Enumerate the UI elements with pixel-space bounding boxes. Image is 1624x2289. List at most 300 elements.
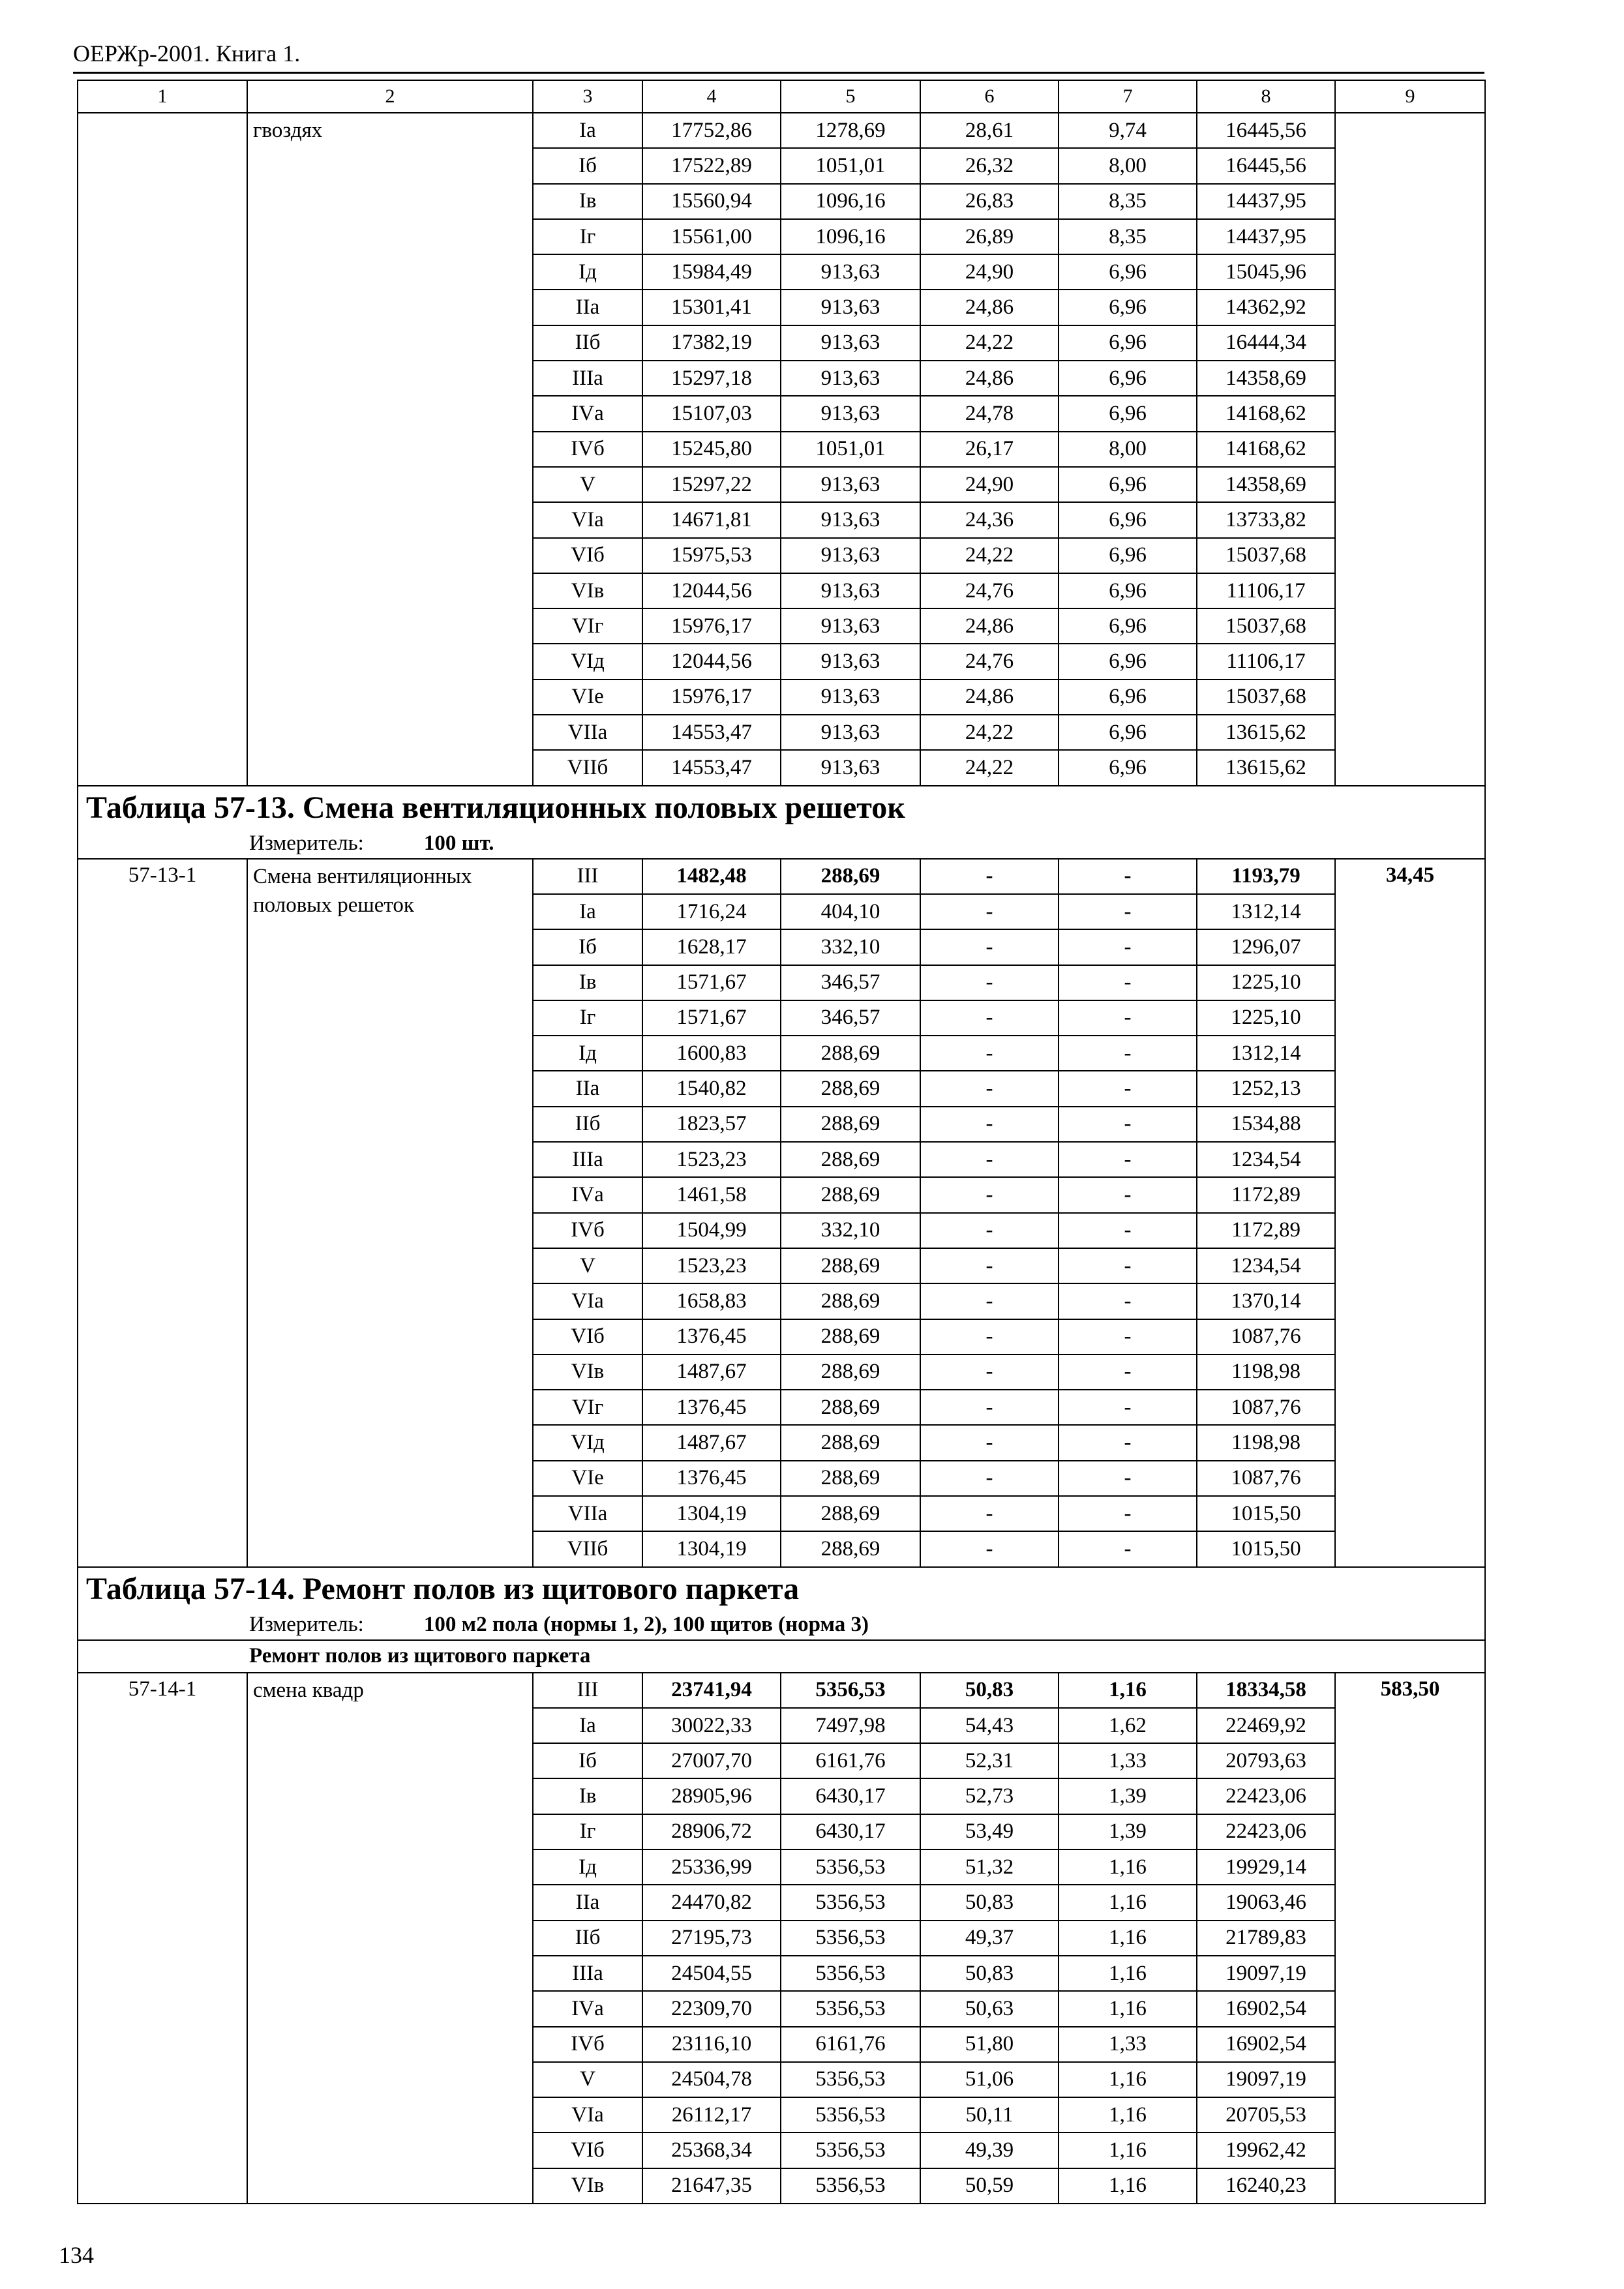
value-cell: 24,76 [920,573,1059,608]
column-number: 3 [533,80,642,113]
work-name: Смена вентиляционных половых решеток [247,859,533,1567]
value-cell: 16444,34 [1197,325,1335,361]
value-cell: - [1059,1248,1197,1283]
value-cell: - [920,1213,1059,1248]
zone-cell: IVа [533,1991,642,2026]
value-cell: 22423,06 [1197,1814,1335,1849]
value-cell: 52,31 [920,1743,1059,1778]
value-cell: 24,90 [920,254,1059,290]
value-cell: 6430,17 [781,1778,920,1814]
value-cell: 5356,53 [781,2097,920,2132]
value-cell: 26,89 [920,219,1059,254]
table-body [78,80,1485,2204]
value-cell: 6,96 [1059,361,1197,396]
value-cell: 21789,83 [1197,1921,1335,1956]
value-cell: 913,63 [781,467,920,502]
value-cell: 1198,98 [1197,1354,1335,1390]
zone-cell: VIе [533,680,642,715]
value-cell: - [920,1461,1059,1496]
value-cell: 24,90 [920,467,1059,502]
value-cell: 288,69 [781,1177,920,1212]
value-cell: - [920,1177,1059,1212]
value-cell: 11106,17 [1197,573,1335,608]
unit-label: Измеритель: [249,1613,364,1637]
value-cell: 913,63 [781,361,920,396]
value-cell: 1523,23 [642,1142,781,1177]
value-cell: 50,63 [920,1991,1059,2026]
zone-cell: Iд [533,254,642,290]
unit-label: Измеритель: [249,831,364,856]
value-cell: 26,17 [920,432,1059,467]
value-cell: 288,69 [781,859,920,894]
value-cell: 14671,81 [642,502,781,537]
value-cell: - [920,1000,1059,1036]
value-cell: 54,43 [920,1708,1059,1743]
zone-cell: VIа [533,502,642,537]
value-cell: 1,16 [1059,1921,1197,1956]
value-cell: 23116,10 [642,2027,781,2062]
value-cell: 346,57 [781,1000,920,1036]
value-cell: 288,69 [781,1283,920,1319]
value-cell: 15984,49 [642,254,781,290]
value-cell: 5356,53 [781,2132,920,2168]
value-cell: - [1059,1107,1197,1142]
zone-cell: VIе [533,1461,642,1496]
value-cell: 1,16 [1059,1885,1197,1920]
value-cell: 5356,53 [781,1921,920,1956]
value-cell: 6,96 [1059,254,1197,290]
value-cell: 1096,16 [781,219,920,254]
zone-cell: VIа [533,1283,642,1319]
table-row [78,1673,1485,1708]
value-cell: 913,63 [781,573,920,608]
value-cell: 1312,14 [1197,894,1335,929]
column-number: 8 [1197,80,1335,113]
value-cell: 1225,10 [1197,1000,1335,1036]
value-cell: 913,63 [781,502,920,537]
value-cell: 1051,01 [781,432,920,467]
zone-cell: IIа [533,1885,642,1920]
value-cell: 19097,19 [1197,2062,1335,2097]
value-cell: 6,96 [1059,608,1197,644]
value-cell: 1225,10 [1197,965,1335,1000]
value-cell: 1234,54 [1197,1248,1335,1283]
value-cell: 24,22 [920,750,1059,785]
value-cell: 6,96 [1059,680,1197,715]
zone-cell: VIб [533,2132,642,2168]
zone-cell: VIб [533,1319,642,1354]
subheading-row [78,1640,1485,1673]
value-cell: 913,63 [781,290,920,325]
value-cell: 25336,99 [642,1849,781,1885]
value-cell: 913,63 [781,750,920,785]
zone-cell: Iв [533,965,642,1000]
value-cell: 24504,55 [642,1956,781,1991]
value-cell: 288,69 [781,1107,920,1142]
zone-cell: VIв [533,1354,642,1390]
value-cell: - [920,1354,1059,1390]
zone-cell: VIг [533,1390,642,1425]
zone-cell: IVб [533,432,642,467]
value-cell: 24,86 [920,290,1059,325]
value-cell: 24470,82 [642,1885,781,1920]
value-cell: 1,16 [1059,2097,1197,2132]
value-cell: 19962,42 [1197,2132,1335,2168]
value-cell: 22469,92 [1197,1708,1335,1743]
page-number: 134 [59,2242,94,2268]
value-cell: - [920,929,1059,965]
value-cell: 51,80 [920,2027,1059,2062]
zone-cell: IIIа [533,361,642,396]
value-cell: 21647,35 [642,2168,781,2204]
value-cell: 26,32 [920,148,1059,183]
value-cell: - [920,1496,1059,1531]
value-cell: 16445,56 [1197,113,1335,148]
value-cell: 1087,76 [1197,1319,1335,1354]
value-cell: 14553,47 [642,715,781,750]
value-cell: 1304,19 [642,1531,781,1566]
unit-value: 100 м2 пола (нормы 1, 2), 100 щитов (норма 3) [423,1613,869,1637]
value-cell: 5356,53 [781,2168,920,2204]
value-cell: 14362,92 [1197,290,1335,325]
value-cell: 51,32 [920,1849,1059,1885]
value-cell: 50,83 [920,1673,1059,1708]
value-cell: 15561,00 [642,219,781,254]
zone-cell: V [533,2062,642,2097]
zone-cell: IIб [533,1107,642,1142]
work-name: смена квадр [247,1673,533,2204]
value-cell: 19097,19 [1197,1956,1335,1991]
value-cell: 1,16 [1059,1849,1197,1885]
value-cell: 1716,24 [642,894,781,929]
value-cell: 15976,17 [642,680,781,715]
zone-cell: VIIа [533,715,642,750]
value-cell: 50,83 [920,1885,1059,1920]
table-row [78,859,1485,894]
value-cell: 1482,48 [642,859,781,894]
value-cell: 5356,53 [781,2062,920,2097]
unit-cell [78,1611,1485,1640]
column-number: 4 [642,80,781,113]
column-number: 6 [920,80,1059,113]
value-cell: 6,96 [1059,573,1197,608]
value-cell: 1370,14 [1197,1283,1335,1319]
value-cell: 20793,63 [1197,1743,1335,1778]
value-cell: - [1059,859,1197,894]
zone-cell: IVа [533,396,642,431]
value-cell: 5356,53 [781,1991,920,2026]
zone-cell: IIа [533,1071,642,1106]
value-cell: 913,63 [781,680,920,715]
zone-cell: VIIа [533,1496,642,1531]
value-cell: 23741,94 [642,1673,781,1708]
value-cell: 1304,19 [642,1496,781,1531]
value-cell: 913,63 [781,254,920,290]
value-cell: 288,69 [781,1036,920,1071]
value-cell: - [1059,929,1197,965]
value-cell: 1087,76 [1197,1390,1335,1425]
value-cell: 22423,06 [1197,1778,1335,1814]
rate-code: 57-13-1 [78,859,247,1567]
value-cell: 6,96 [1059,750,1197,785]
value-cell: 12044,56 [642,644,781,679]
value-cell: 288,69 [781,1390,920,1425]
value-cell: - [920,1248,1059,1283]
zone-cell: Iа [533,894,642,929]
value-cell: 8,00 [1059,432,1197,467]
value-cell: - [920,1036,1059,1071]
value-cell: 50,83 [920,1956,1059,1991]
value-cell: 1278,69 [781,113,920,148]
value-cell: 1571,67 [642,965,781,1000]
value-cell: 14358,69 [1197,361,1335,396]
zone-cell: Iд [533,1036,642,1071]
zone-cell: Iд [533,1849,642,1885]
value-cell: 5356,53 [781,1956,920,1991]
value-cell: 288,69 [781,1496,920,1531]
value-cell: 13733,82 [1197,502,1335,537]
zone-cell: VIв [533,573,642,608]
value-cell: 20705,53 [1197,2097,1335,2132]
value-cell: 15037,68 [1197,608,1335,644]
value-cell: 404,10 [781,894,920,929]
zone-cell: Iг [533,1814,642,1849]
column-number: 2 [247,80,533,113]
value-cell: - [920,1425,1059,1460]
value-cell: 1628,17 [642,929,781,965]
value-cell: 1172,89 [1197,1177,1335,1212]
value-cell: 14437,95 [1197,184,1335,219]
value-cell: 1,33 [1059,1743,1197,1778]
value-cell: 913,63 [781,644,920,679]
value-cell: 1,16 [1059,2168,1197,2204]
table-title: Таблица 57-14. Ремонт полов из щитового паркета [78,1567,1485,1611]
value-cell: 8,35 [1059,219,1197,254]
value-cell: 14168,62 [1197,432,1335,467]
value-cell: 1823,57 [642,1107,781,1142]
value-cell: 332,10 [781,1213,920,1248]
value-cell: - [1059,1496,1197,1531]
value-cell: 14358,69 [1197,467,1335,502]
value-cell: 1540,82 [642,1071,781,1106]
value-cell: 15975,53 [642,538,781,573]
value-cell: 1198,98 [1197,1425,1335,1460]
extra-value [1335,113,1485,786]
value-cell: 7497,98 [781,1708,920,1743]
value-cell: 17752,86 [642,113,781,148]
value-cell: 288,69 [781,1319,920,1354]
value-cell: 11106,17 [1197,644,1335,679]
value-cell: 15297,18 [642,361,781,396]
value-cell: - [1059,965,1197,1000]
value-cell: 1658,83 [642,1283,781,1319]
value-cell: 913,63 [781,608,920,644]
value-cell: 1051,01 [781,148,920,183]
value-cell: 15107,03 [642,396,781,431]
value-cell: 14168,62 [1197,396,1335,431]
value-cell: 15037,68 [1197,680,1335,715]
value-cell: 913,63 [781,715,920,750]
value-cell: 6,96 [1059,396,1197,431]
value-cell: - [1059,1213,1197,1248]
value-cell: 6161,76 [781,2027,920,2062]
column-number: 1 [78,80,247,113]
document-header: ОЕРЖр-2001. Книга 1. [73,40,301,67]
value-cell: 24,22 [920,538,1059,573]
value-cell: 6,96 [1059,290,1197,325]
value-cell: 1296,07 [1197,929,1335,965]
value-cell: 50,59 [920,2168,1059,2204]
value-cell: 8,00 [1059,148,1197,183]
value-cell: 288,69 [781,1142,920,1177]
value-cell: 30022,33 [642,1708,781,1743]
value-cell: 15560,94 [642,184,781,219]
value-cell: 5356,53 [781,1673,920,1708]
value-cell: 288,69 [781,1461,920,1496]
value-cell: 6,96 [1059,502,1197,537]
rate-code [78,113,247,786]
value-cell: 24,22 [920,325,1059,361]
value-cell: 49,39 [920,2132,1059,2168]
zone-cell: IIIа [533,1956,642,1991]
subheading: Ремонт полов из щитового паркета [78,1640,1485,1673]
zone-cell: IIб [533,325,642,361]
value-cell: 24504,78 [642,2062,781,2097]
value-cell: 24,86 [920,680,1059,715]
zone-cell: Iб [533,929,642,965]
value-cell: - [920,859,1059,894]
zone-cell: IIб [533,1921,642,1956]
unit-row [78,830,1485,859]
value-cell: - [1059,1071,1197,1106]
value-cell: 24,36 [920,502,1059,537]
value-cell: 1,62 [1059,1708,1197,1743]
value-cell: 51,06 [920,2062,1059,2097]
zone-cell: VIIб [533,1531,642,1566]
value-cell: 332,10 [781,929,920,965]
value-cell: 22309,70 [642,1991,781,2026]
zone-cell: III [533,1673,642,1708]
value-cell: 17522,89 [642,148,781,183]
value-cell: - [920,1071,1059,1106]
value-cell: 14553,47 [642,750,781,785]
value-cell: 6,96 [1059,644,1197,679]
header-rule [73,72,1484,74]
unit-value: 100 шт. [423,831,494,856]
value-cell: 52,73 [920,1778,1059,1814]
value-cell: 1,16 [1059,2062,1197,2097]
value-cell: 13615,62 [1197,715,1335,750]
zone-cell: V [533,1248,642,1283]
value-cell: 1,16 [1059,1673,1197,1708]
value-cell: 19929,14 [1197,1849,1335,1885]
value-cell: - [1059,1531,1197,1566]
unit-cell [78,830,1485,859]
value-cell: 24,86 [920,608,1059,644]
value-cell: - [1059,1390,1197,1425]
table-title-row [78,786,1485,830]
value-cell: - [920,1283,1059,1319]
value-cell: 1096,16 [781,184,920,219]
extra-value: 34,45 [1335,859,1485,1567]
value-cell: 15297,22 [642,467,781,502]
value-cell: 1504,99 [642,1213,781,1248]
zone-cell: Iг [533,1000,642,1036]
value-cell: - [920,1390,1059,1425]
value-cell: 913,63 [781,325,920,361]
value-cell: 1,16 [1059,1956,1197,1991]
value-cell: - [1059,1425,1197,1460]
value-cell: 24,22 [920,715,1059,750]
value-cell: 288,69 [781,1425,920,1460]
value-cell: 1487,67 [642,1425,781,1460]
value-cell: 346,57 [781,965,920,1000]
value-cell: 15045,96 [1197,254,1335,290]
value-cell: 15037,68 [1197,538,1335,573]
value-cell: 1015,50 [1197,1531,1335,1566]
value-cell: 25368,34 [642,2132,781,2168]
unit-row [78,1611,1485,1640]
value-cell: - [1059,1177,1197,1212]
value-cell: 19063,46 [1197,1885,1335,1920]
column-number-row [78,80,1485,113]
value-cell: 1376,45 [642,1319,781,1354]
value-cell: - [1059,1319,1197,1354]
value-cell: 28,61 [920,113,1059,148]
zone-cell: VIг [533,608,642,644]
value-cell: - [1059,894,1197,929]
value-cell: 1523,23 [642,1248,781,1283]
value-cell: 16902,54 [1197,1991,1335,2026]
value-cell: 50,11 [920,2097,1059,2132]
zone-cell: IVб [533,1213,642,1248]
value-cell: 15976,17 [642,608,781,644]
zone-cell: VIIб [533,750,642,785]
value-cell: 6,96 [1059,325,1197,361]
value-cell: 53,49 [920,1814,1059,1849]
value-cell: - [1059,1000,1197,1036]
table-row [78,113,1485,148]
value-cell: 288,69 [781,1248,920,1283]
zone-cell: VIа [533,2097,642,2132]
value-cell: 24,78 [920,396,1059,431]
zone-cell: VIд [533,1425,642,1460]
value-cell: 24,86 [920,361,1059,396]
value-cell: 24,76 [920,644,1059,679]
value-cell: 28906,72 [642,1814,781,1849]
value-cell: 1600,83 [642,1036,781,1071]
zone-cell: Iг [533,219,642,254]
value-cell: 1376,45 [642,1461,781,1496]
value-cell: 288,69 [781,1071,920,1106]
value-cell: 6161,76 [781,1743,920,1778]
value-cell: 1,33 [1059,2027,1197,2062]
value-cell: 13615,62 [1197,750,1335,785]
value-cell: 1534,88 [1197,1107,1335,1142]
zone-cell: IVа [533,1177,642,1212]
value-cell: 1,39 [1059,1778,1197,1814]
value-cell: 16902,54 [1197,2027,1335,2062]
value-cell: 15301,41 [642,290,781,325]
value-cell: 8,35 [1059,184,1197,219]
value-cell: - [920,965,1059,1000]
value-cell: 913,63 [781,538,920,573]
value-cell: 16240,23 [1197,2168,1335,2204]
value-cell: 1,16 [1059,2132,1197,2168]
zone-cell: IVб [533,2027,642,2062]
value-cell: 1193,79 [1197,859,1335,894]
value-cell: 14437,95 [1197,219,1335,254]
